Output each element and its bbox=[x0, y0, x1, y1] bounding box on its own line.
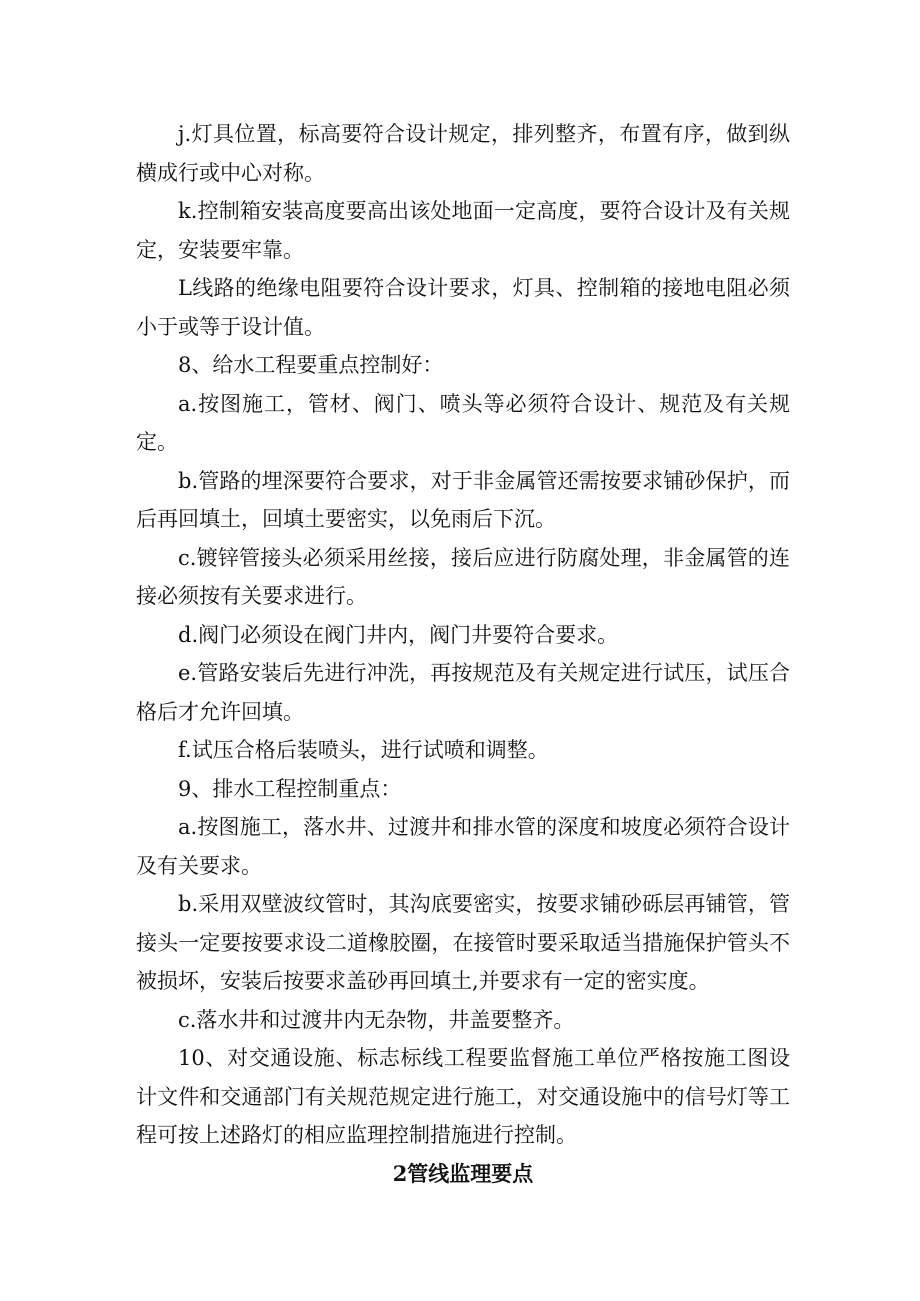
paragraph-drainage-c: c.落水井和过渡井内无杂物，井盖要整齐。 bbox=[178, 1007, 575, 1032]
paragraph-water-a: a.按图施工，管材、阀门、喷头等必须符合设计、规范及有关规定。 bbox=[136, 391, 790, 454]
paragraph-drainage-b: b.采用双壁波纹管时，其沟底要密实，按要求铺砂砾层再铺管，管接头一定要按要求设二道橡胶圈，在接管时要采取适当措施保护管头不被损坏，安装后按要求盖砂再回填土,并要求有一定的密实度。 bbox=[136, 892, 790, 993]
section-heading: 2管线监理要点 bbox=[392, 1160, 534, 1186]
paragraph-water-e: e.管路安装后先进行冲洗，再按规范及有关规定进行试压，试压合格后才允许回填。 bbox=[136, 661, 790, 724]
paragraph-control-box: k.控制箱安装高度要高出该处地面一定高度，要符合设计及有关规定，安装要牢靠。 bbox=[136, 199, 790, 262]
paragraph-water-c: c.镀锌管接头必须采用丝接，接后应进行防腐处理，非金属管的连接必须按有关要求进行。 bbox=[136, 545, 790, 608]
paragraph-water-b: b.管路的埋深要符合要求，对于非金属管还需按要求铺砂保护，而后再回填土，回填土要密实，以免雨后下沉。 bbox=[136, 468, 790, 531]
paragraph-water-supply-heading: 8、给水工程要重点控制好： bbox=[178, 353, 444, 377]
paragraph-water-f: f.试压合格后装喷头，进行试喷和调整。 bbox=[178, 738, 549, 762]
paragraph-drainage-heading: 9、排水工程控制重点： bbox=[178, 776, 402, 801]
paragraph-lighting-position: j.灯具位置，标高要符合设计规定，排列整齐，布置有序，做到纵横成行或中心对称。 bbox=[136, 122, 790, 185]
paragraph-insulation: L线路的绝缘电阻要符合设计要求，灯具、控制箱的接地电阻必须小于或等于设计值。 bbox=[136, 276, 790, 339]
paragraph-traffic-facilities: 10、对交通设施、标志标线工程要监督施工单位严格按施工图设计文件和交通部门有关规范规定进行施工，对交通设施中的信号灯等工程可按上述路灯的相应监理控制措施进行控制。 bbox=[136, 1046, 790, 1147]
paragraph-water-d: d.阀门必须设在阀门井内，阀门井要符合要求。 bbox=[178, 622, 619, 647]
paragraph-drainage-a: a.按图施工，落水井、过渡井和排水管的深度和坡度必须符合设计及有关要求。 bbox=[136, 815, 790, 878]
document-body bbox=[136, 115, 790, 1193]
